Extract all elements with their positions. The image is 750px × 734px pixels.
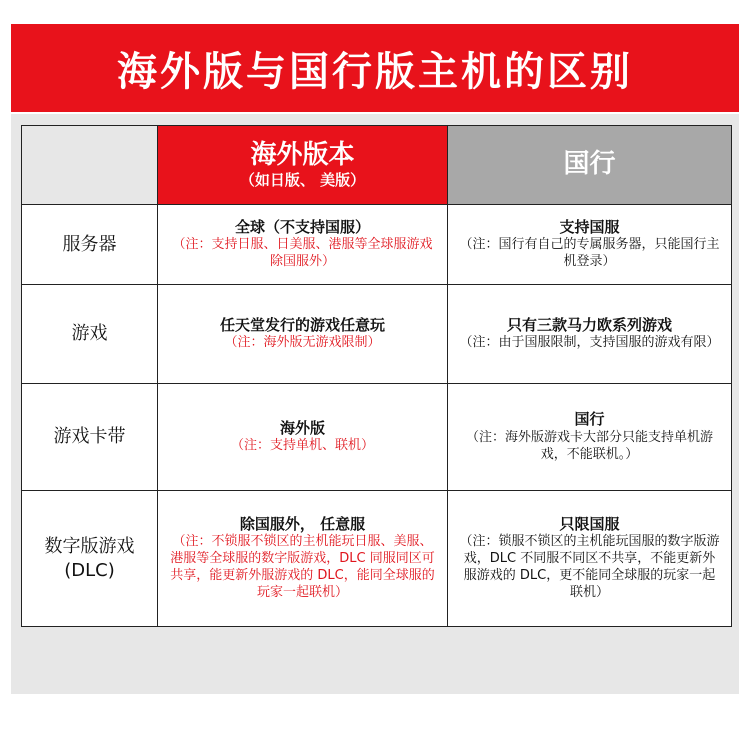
overseas-note-text: （注：不锁服不锁区的主机能玩日服、美服、港服等全球服的数字版游戏，DLC 同服同区可共享，能更新外服游戏的 DLC，能同全球服的玩家一起联机） [170,534,435,601]
row-label-server: 服务器 [22,205,158,285]
china-note-text: （注：国行有自己的专属服务器，只能国行主机登录） [459,237,720,270]
header-overseas-cell [158,126,448,205]
china-main-text: 只限国服 [559,514,620,533]
overseas-note-text: （注：海外版无游戏限制） [224,335,381,351]
china-note-text: （注：由于国服限制，支持国服的游戏有限） [459,335,720,351]
china-main-text: 国行 [574,410,605,429]
page-title-banner [11,24,739,112]
china-main-text: 只有三款马力欧系列游戏 [506,315,672,334]
overseas-main-text: 除国服外， 任意服 [239,514,366,533]
overseas-cell-cartridge [158,384,448,491]
china-note-text: （注：海外版游戏卡大部分只能支持单机游戏，不能联机。） [465,429,713,462]
header-overseas-title: 海外版本 [250,139,355,170]
table-row [22,205,732,285]
row-label-games: 游戏 [22,285,158,384]
china-cell-server [448,205,732,285]
overseas-cell-digital [158,491,448,627]
china-note-text: （注：锁服不锁区的主机能玩国服的数字版游戏，DLC 不同服不同区不共享，不能更新外服游戏的 DLC，更不能同全球服的玩家一起联机） [459,534,720,601]
header-overseas-subtitle: （如日版、 美版） [239,170,366,189]
china-main-text: 支持国服 [559,217,620,236]
row-label-cartridge: 游戏卡带 [22,384,158,491]
china-cell-games [448,285,732,384]
overseas-note-text: （注：支持日服、日美服、港服等全球服游戏除国服外） [172,237,433,270]
china-cell-digital [448,491,732,627]
overseas-main-text: 全球（不支持国服） [234,217,370,236]
table-header-row [22,126,732,205]
table-row [22,285,732,384]
comparison-table [21,125,732,627]
table-row [22,384,732,491]
table-row [22,491,732,627]
header-corner-cell [22,126,158,205]
overseas-cell-server [158,205,448,285]
header-china-title: 国行 [563,149,616,180]
overseas-main-text: 任天堂发行的游戏任意玩 [219,315,385,334]
page-title: 海外版与国行版主机的区别 [117,48,633,95]
overseas-cell-games [158,285,448,384]
china-cell-cartridge [448,384,732,491]
overseas-note-text: （注：支持单机、联机） [230,438,374,454]
header-china-cell [448,126,732,205]
overseas-main-text: 海外版 [279,418,325,437]
row-label-digital: 数字版游戏(DLC) [22,491,158,627]
